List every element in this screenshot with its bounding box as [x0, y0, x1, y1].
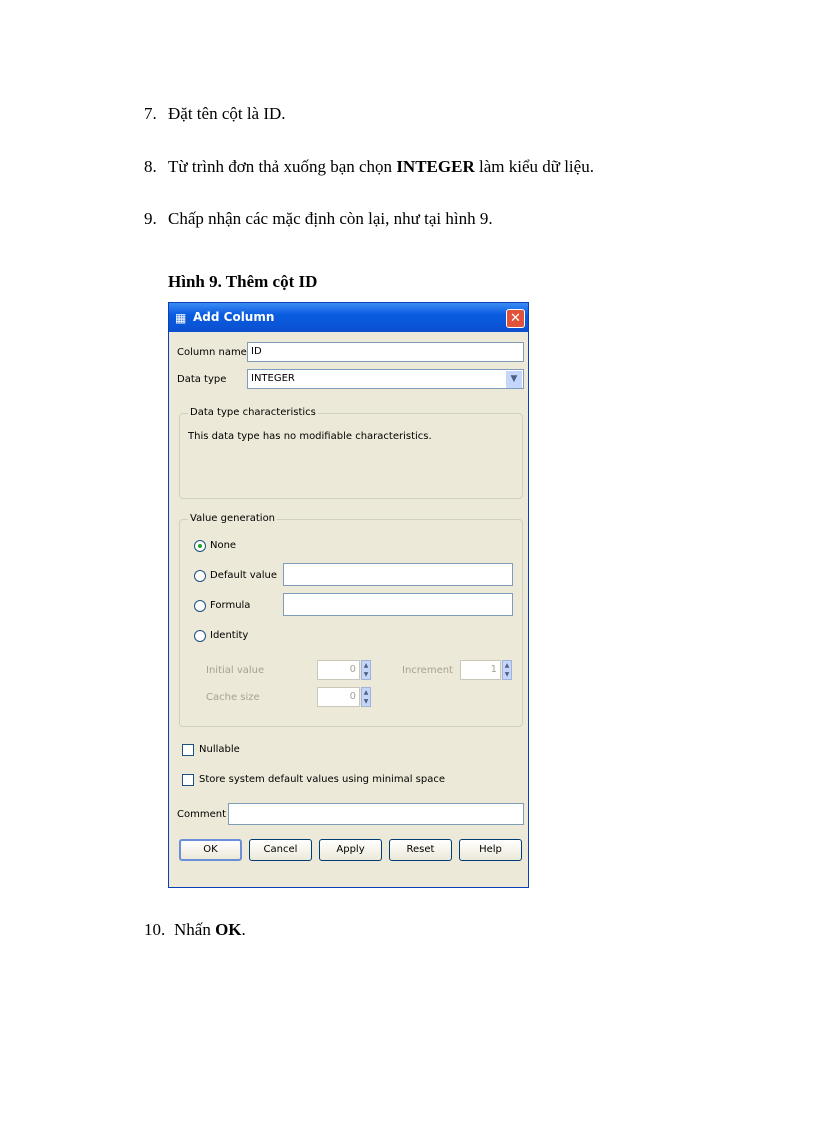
step-number: 10. — [144, 920, 166, 939]
store-minimal-space-label: Store system default values using minimal space — [199, 774, 445, 785]
comment-input[interactable] — [228, 803, 524, 825]
formula-input[interactable] — [283, 593, 513, 616]
increment-stepper[interactable] — [502, 660, 512, 680]
initial-value-input[interactable]: 0 — [317, 660, 360, 680]
cancel-button[interactable]: Cancel — [249, 839, 312, 861]
step-text: Đặt tên cột là ID. — [168, 104, 286, 123]
cache-size-label: Cache size — [206, 692, 260, 703]
chevron-down-icon: ▼ — [363, 671, 369, 678]
nullable-label: Nullable — [199, 744, 240, 755]
radio-identity-label: Identity — [210, 630, 249, 641]
step-text-end: . — [241, 920, 246, 939]
cache-size-input[interactable]: 0 — [317, 687, 360, 707]
column-name-input[interactable]: ID — [247, 342, 524, 362]
value-generation-group — [179, 513, 523, 727]
initial-value-label: Initial value — [206, 665, 265, 676]
figure-caption: Hình 9. Thêm cột ID — [168, 272, 318, 291]
value-generation-legend: Value generation — [190, 513, 276, 524]
dialog-titlebar[interactable] — [169, 303, 528, 332]
increment-input[interactable]: 1 — [460, 660, 501, 680]
radio-identity[interactable] — [194, 630, 206, 642]
chevron-up-icon: ▲ — [363, 662, 369, 669]
dialog-title: Add Column — [193, 310, 275, 324]
step-9 — [144, 209, 493, 229]
radio-none-label: None — [210, 540, 237, 551]
close-button[interactable] — [506, 309, 525, 328]
radio-none[interactable] — [194, 540, 206, 552]
step-number: 9. — [144, 209, 157, 228]
column-name-label: Column name — [177, 347, 247, 358]
step-text: Chấp nhận các mặc định còn lại, như tại hình 9. — [168, 209, 493, 228]
data-type-value: INTEGER — [251, 373, 295, 384]
cache-size-stepper[interactable] — [361, 687, 371, 707]
step-10 — [144, 920, 246, 940]
step-8 — [144, 157, 594, 177]
ok-button[interactable]: OK — [179, 839, 242, 861]
radio-default-value[interactable] — [194, 570, 206, 582]
apply-button[interactable]: Apply — [319, 839, 382, 861]
add-column-dialog — [168, 302, 529, 888]
step-keyword: OK — [215, 920, 242, 939]
characteristics-group — [179, 407, 523, 499]
step-text-end: làm kiểu dữ liệu. — [474, 157, 594, 176]
default-value-input[interactable] — [283, 563, 513, 586]
characteristics-text: This data type has no modifiable characteristics. — [188, 431, 432, 442]
comment-label: Comment — [177, 809, 226, 820]
initial-value-stepper[interactable] — [361, 660, 371, 680]
chevron-up-icon: ▲ — [504, 662, 510, 669]
help-button[interactable]: Help — [459, 839, 522, 861]
increment-label: Increment — [402, 665, 453, 676]
chevron-down-icon[interactable]: ▼ — [506, 371, 522, 388]
data-type-select[interactable] — [247, 369, 524, 389]
data-type-label: Data type — [177, 374, 227, 385]
step-keyword: INTEGER — [396, 157, 475, 176]
close-icon: ✕ — [510, 311, 521, 326]
chevron-down-icon: ▼ — [504, 671, 510, 678]
step-text: Nhấn — [174, 920, 216, 939]
chevron-up-icon: ▲ — [363, 689, 369, 696]
nullable-checkbox[interactable] — [182, 744, 194, 756]
step-number: 7. — [144, 104, 157, 123]
table-column-icon: ▦ — [175, 311, 187, 325]
chevron-down-icon: ▼ — [363, 698, 369, 705]
step-number: 8. — [144, 157, 157, 176]
store-minimal-space-checkbox[interactable] — [182, 774, 194, 786]
characteristics-legend: Data type characteristics — [190, 407, 316, 418]
radio-formula-label: Formula — [210, 600, 251, 611]
step-text: Từ trình đơn thả xuống bạn chọn — [168, 157, 397, 176]
radio-default-value-label: Default value — [210, 570, 278, 581]
reset-button[interactable]: Reset — [389, 839, 452, 861]
step-7 — [144, 104, 286, 124]
radio-formula[interactable] — [194, 600, 206, 612]
